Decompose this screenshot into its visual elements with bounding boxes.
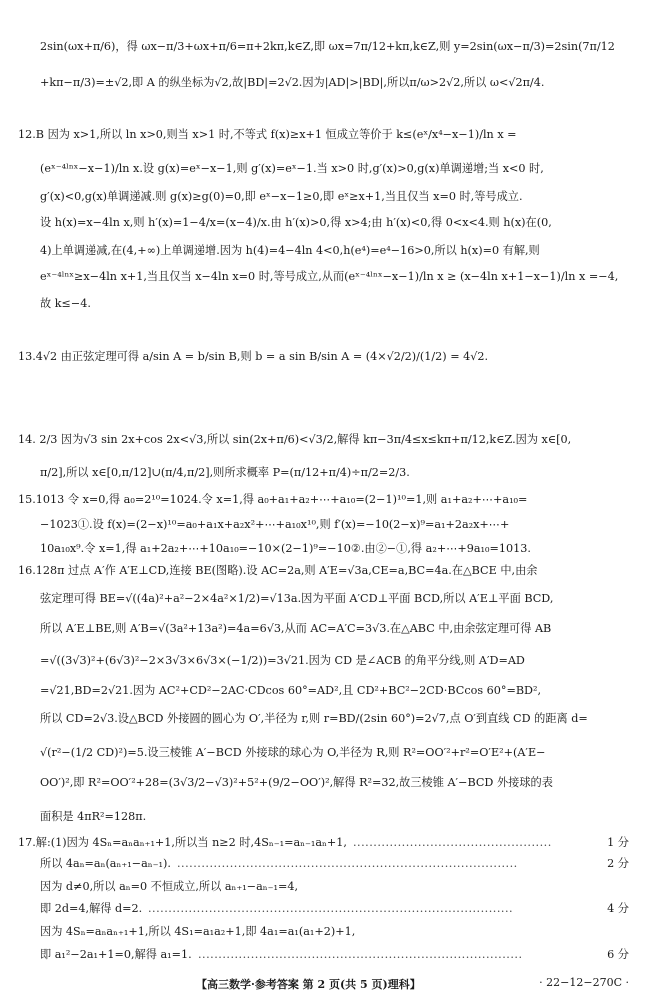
text-line: 因为 d≠0,所以 aₙ=0 不恒成立,所以 aₙ₊₁−aₙ₋₁=4, bbox=[40, 880, 299, 893]
text-line: 15.1013 令 x=0,得 a₀=2¹⁰=1024.令 x=1,得 a₀+a₁+a₂+⋯+a₁₀=(2−1)¹⁰=1,则 a₁+a₂+⋯+a₁₀= bbox=[18, 493, 528, 506]
text-line: 故 k≤−4. bbox=[40, 297, 91, 310]
footer-code: · 22−12−270C · bbox=[539, 976, 629, 989]
text-line: +kπ−π/3)=±√2,即 A 的纵坐标为√2,故|BD|=2√2.因为|AD|>|BD|,所以π/ω>2√2,所以 ω<√2π/4. bbox=[40, 76, 545, 89]
text-line: −1023①.设 f(x)=(2−x)¹⁰=a₀+a₁x+a₂x²+⋯+a₁₀x¹⁰,则 f′(x)=−10(2−x)⁹=a₁+2a₂x+⋯+ bbox=[40, 518, 510, 531]
text-line: 17.解:(1)因为 4Sₙ=aₙaₙ₊₁+1,所以当 n≥2 时,4Sₙ₋₁=aₙ₋₁aₙ+1, bbox=[18, 836, 347, 849]
text-line: =√21,BD=2√21.因为 AC²+CD²−2AC·CDcos 60°=AD²,且 CD²+BC²−2CD·BCcos 60°=BD², bbox=[40, 684, 542, 697]
text-line: 所以 4aₙ=aₙ(aₙ₊₁−aₙ₋₁). bbox=[40, 857, 171, 870]
text-line: √(r²−(1/2 CD)²)=5.设三棱锥 A′−BCD 外接球的球心为 O,半径为 R,则 R²=OO′²+r²=O′E²+(A′E− bbox=[40, 746, 546, 759]
footer-title: 【高三数学·参考答案 第 2 页(共 5 页)理科】 bbox=[196, 978, 421, 991]
score-mark: 4 分 bbox=[607, 902, 629, 915]
text-line: 10a₁₀x⁹.令 x=1,得 a₁+2a₂+⋯+10a₁₀=−10×(2−1)⁹=−10②.由②−①,得 a₂+⋯+9a₁₀=1013. bbox=[40, 542, 531, 555]
dot-leader: ................................................. bbox=[353, 836, 552, 849]
text-line: 16.128π 过点 A′作 A′E⊥CD,连接 BE(图略).设 AC=2a,则 A′E=√3a,CE=a,BC=4a.在△BCE 中,由余 bbox=[18, 564, 538, 577]
text-line: 所以 CD=2√3.设△BCD 外接圆的圆心为 O′,半径为 r,则 r=BD/(2sin 60°)=2√7,点 O′到直线 CD 的距离 d= bbox=[40, 712, 588, 725]
text-line: 所以 A′E⊥BE,则 A′B=√(3a²+13a²)=4a=6√3,从而 AC=A′C=3√3.在△ABC 中,由余弦定理可得 AB bbox=[40, 622, 552, 635]
text-line: =√((3√3)²+(6√3)²−2×3√3×6√3×(−1/2))=3√21.因为 CD 是∠ACB 的角平分线,则 A′D=AD bbox=[40, 654, 525, 667]
text-line: 因为 4Sₙ=aₙaₙ₊₁+1,所以 4S₁=a₁a₂+1,即 4a₁=a₁(a₁+2)+1, bbox=[40, 925, 356, 938]
text-line: OO′)²,即 R²=OO′²+28=(3√3/2−√3)²+5²+(9/2−OO′)²,解得 R²=32,故三棱锥 A′−BCD 外接球的表 bbox=[40, 776, 553, 789]
text-line: 2sin(ωx+π/6)，得 ωx−π/3+ωx+π/6=π+2kπ,k∈Z,即 ωx=7π/12+kπ,k∈Z,则 y=2sin(ωx−π/3)=2sin(7π/12 bbox=[40, 40, 615, 53]
text-line: π/2],所以 x∈[0,π/12]∪(π/4,π/2],则所求概率 P=(π/12+π/4)÷π/2=2/3. bbox=[40, 466, 410, 479]
text-line: 弦定理可得 BE=√((4a)²+a²−2×4a²×1/2)=√13a.因为平面 A′CD⊥平面 BCD,所以 A′E⊥平面 BCD, bbox=[40, 592, 554, 605]
text-line: 12.B 因为 x>1,所以 ln x>0,则当 x>1 时,不等式 f(x)≥x+1 恒成立等价于 k≤(eˣ/x⁴−x−1)/ln x = bbox=[18, 128, 517, 141]
dot-leader: .......................................................................................... bbox=[148, 902, 514, 915]
text-line: 即 2d=4,解得 d=2. bbox=[40, 902, 143, 915]
score-mark: 2 分 bbox=[607, 857, 629, 870]
text-line: g′(x)<0,g(x)单调递减.则 g(x)≥g(0)=0,即 eˣ−x−1≥0,即 eˣ≥x+1,当且仅当 x=0 时,等号成立. bbox=[40, 190, 523, 203]
text-line: 14. 2/3 因为√3 sin 2x+cos 2x<√3,所以 sin(2x+π/6)<√3/2,解得 kπ−3π/4≤x≤kπ+π/12,k∈Z.因为 x∈[0, bbox=[18, 433, 572, 446]
text-line: eˣ⁻⁴ˡⁿˣ≥x−4ln x+1,当且仅当 x−4ln x=0 时,等号成立,从而(eˣ⁻⁴ˡⁿˣ−x−1)/ln x ≥ (x−4ln x+1−x−1)/ln x =−4, bbox=[40, 270, 619, 283]
text-line: (eˣ⁻⁴ˡⁿˣ−x−1)/ln x.设 g(x)=eˣ−x−1,则 g′(x)=eˣ−1.当 x>0 时,g′(x)>0,g(x)单调递增;当 x<0 时, bbox=[40, 162, 544, 175]
text-line: 4)上单调递减,在(4,+∞)上单调递增.因为 h(4)=4−4ln 4<0,h(e⁴)=e⁴−16>0,所以 h(x)=0 有解,则 bbox=[40, 244, 540, 257]
text-line: 13.4√2 由正弦定理可得 a/sin A = b/sin B,则 b = a sin B/sin A = (4×√2/2)/(1/2) = 4√2. bbox=[18, 350, 489, 363]
page-footer bbox=[0, 976, 653, 996]
dot-leader: ................................................................................ bbox=[198, 948, 523, 961]
text-line: 设 h(x)=x−4ln x,则 h′(x)=1−4/x=(x−4)/x.由 h′(x)>0,得 x>4;由 h′(x)<0,得 0<x<4.则 h(x)在(0, bbox=[40, 216, 552, 229]
score-mark: 1 分 bbox=[607, 836, 629, 849]
score-mark: 6 分 bbox=[607, 948, 629, 961]
dot-leader: .................................................................................... bbox=[177, 857, 518, 870]
text-line: 即 a₁²−2a₁+1=0,解得 a₁=1. bbox=[40, 948, 192, 961]
text-line: 面积是 4πR²=128π. bbox=[40, 810, 147, 823]
